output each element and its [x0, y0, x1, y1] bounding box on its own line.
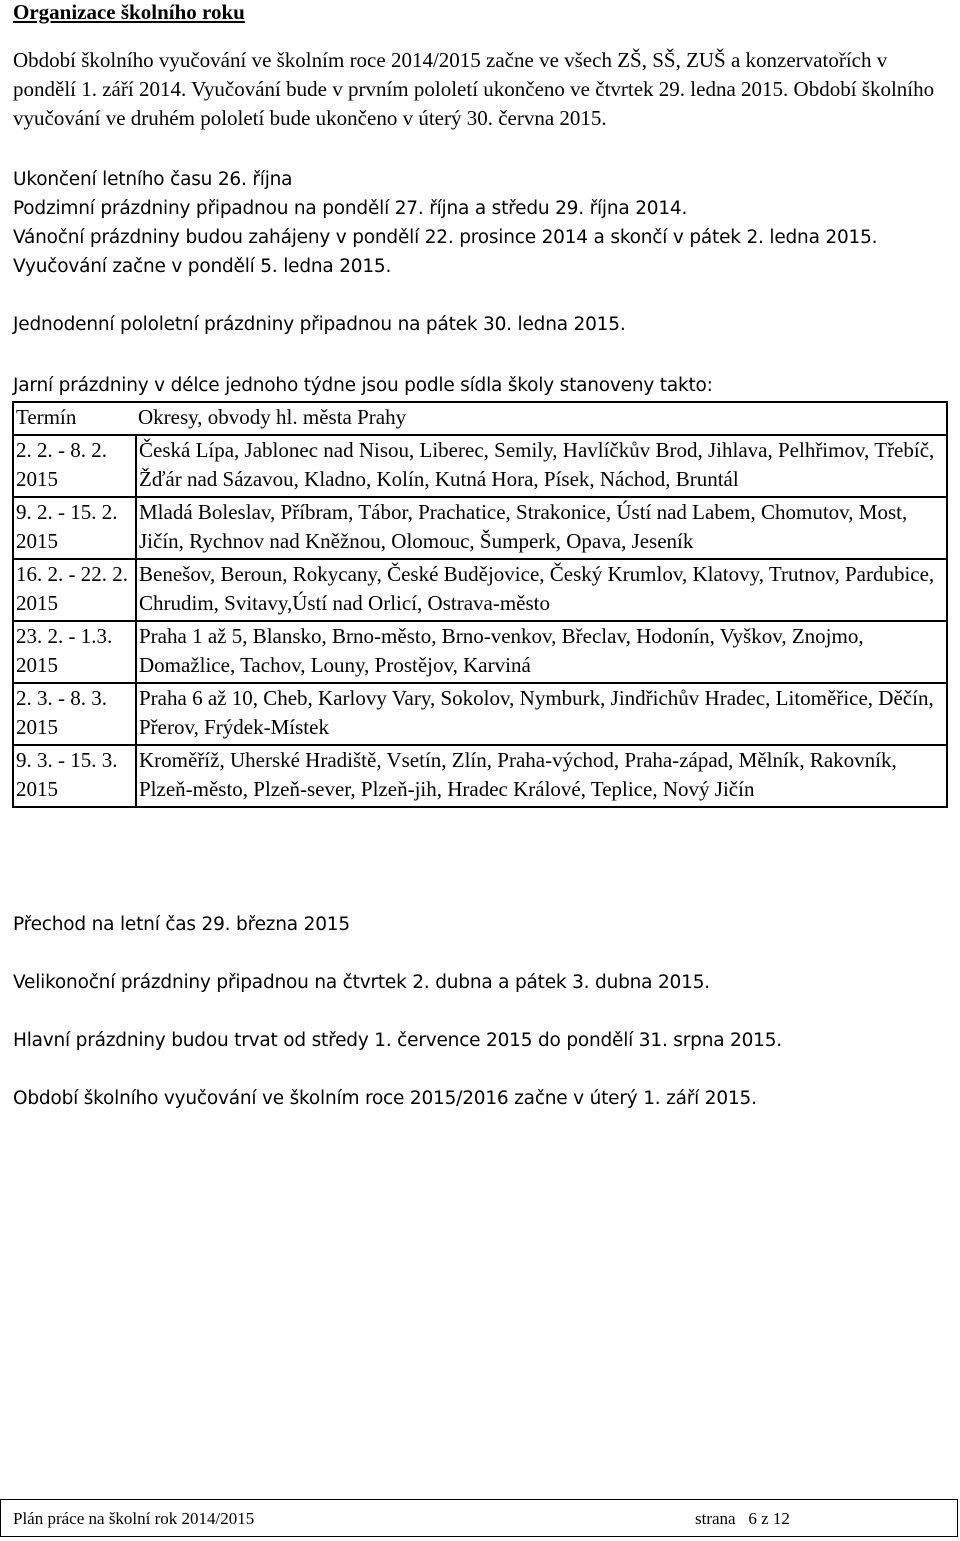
header-term: Termín [16, 405, 77, 429]
table-row [13, 435, 947, 497]
next-year-note: Období školního vyučování ve školním roce 2015/2016 začne v úterý 1. září 2015. [13, 1088, 757, 1109]
row-districts: Praha 6 až 10, Cheb, Karlovy Vary, Sokolov, Nymburk, Jindřichův Hradec, Litoměřice, Děčín, Přerov, Frýdek-Místek [136, 683, 947, 745]
row-districts: Kroměříž, Uherské Hradiště, Vsetín, Zlín, Praha-východ, Praha-západ, Mělník, Rakovník, Plzeň-město, Plzeň-sever, Plzeň-jih, Hradec Králové, Teplice, Nový Jičín [136, 745, 947, 807]
summer-holidays-note: Hlavní prázdniny budou trvat od středy 1. července 2015 do pondělí 31. srpna 2015. [13, 1030, 782, 1051]
row-term: 23. 2. - 1.3. 2015 [13, 621, 136, 683]
autumn-holidays-note: Podzimní prázdniny připadnou na pondělí 27. října a středu 29. října 2014. [13, 198, 688, 219]
table-row [13, 745, 947, 807]
table-row [13, 683, 947, 745]
header-districts: Okresy, obvody hl. města Prahy [138, 405, 407, 429]
halfyear-holiday-note: Jednodenní pololetní prázdniny připadnou na pátek 30. ledna 2015. [13, 314, 626, 335]
page-title: Organizace školního roku [13, 0, 245, 24]
row-districts: Česká Lípa, Jablonec nad Nisou, Liberec, Semily, Havlíčkův Brod, Jihlava, Pelhřimov, Třebíč, Žďár nad Sázavou, Kladno, Kolín, Kutná Hora, Písek, Náchod, Bruntál [136, 435, 947, 497]
spring-holidays-intro: Jarní prázdniny v délce jednoho týdne jsou podle sídla školy stanoveny takto: [13, 375, 713, 396]
spring-holidays-table [12, 401, 948, 808]
page-footer [0, 1499, 958, 1537]
table-row [13, 497, 947, 559]
easter-holidays-note: Velikonoční prázdniny připadnou na čtvrtek 2. dubna a pátek 3. dubna 2015. [13, 972, 710, 993]
row-districts: Praha 1 až 5, Blansko, Brno-město, Brno-venkov, Břeclav, Hodonín, Vyškov, Znojmo, Domažlice, Tachov, Louny, Prostějov, Karviná [136, 621, 947, 683]
table-row [13, 559, 947, 621]
christmas-holidays-note: Vánoční prázdniny budou zahájeny v pondělí 22. prosince 2014 a skončí v pátek 2. ledna 2015. Vyučování začne v pondělí 5. ledna 2015. [13, 227, 878, 277]
row-term: 2. 3. - 8. 3. 2015 [13, 683, 136, 745]
dst-end-note: Ukončení letního času 26. října [13, 169, 293, 190]
school-year-intro: Období školního vyučování ve školním roce 2014/2015 začne ve všech ZŠ, SŠ, ZUŠ a konzervatořích v pondělí 1. září 2014. Vyučování bude v prvním pololetí ukončeno ve čtvrtek 29. ledna 2015. Období školního vyučování ve druhém pololetí bude ukončeno v úterý 30. června 2015. [13, 48, 935, 130]
row-districts: Mladá Boleslav, Příbram, Tábor, Prachatice, Strakonice, Ústí nad Labem, Chomutov, Most, Jičín, Rychnov nad Kněžnou, Olomouc, Šumperk, Opava, Jeseník [136, 497, 947, 559]
table-header-row [13, 402, 947, 435]
row-term: 2. 2. - 8. 2. 2015 [13, 435, 136, 497]
footer-doc-title: Plán práce na školní rok 2014/2015 [13, 1509, 255, 1528]
row-term: 9. 3. - 15. 3. 2015 [13, 745, 136, 807]
table-row [13, 621, 947, 683]
row-districts: Benešov, Beroun, Rokycany, České Budějovice, Český Krumlov, Klatovy, Trutnov, Pardubice, Chrudim, Svitavy,Ústí nad Orlicí, Ostrava-město [136, 559, 947, 621]
row-term: 16. 2. - 22. 2. 2015 [13, 559, 136, 621]
row-term: 9. 2. - 15. 2. 2015 [13, 497, 136, 559]
footer-page-number: strana 6 z 12 [695, 1509, 790, 1528]
dst-start-note: Přechod na letní čas 29. března 2015 [13, 914, 350, 935]
